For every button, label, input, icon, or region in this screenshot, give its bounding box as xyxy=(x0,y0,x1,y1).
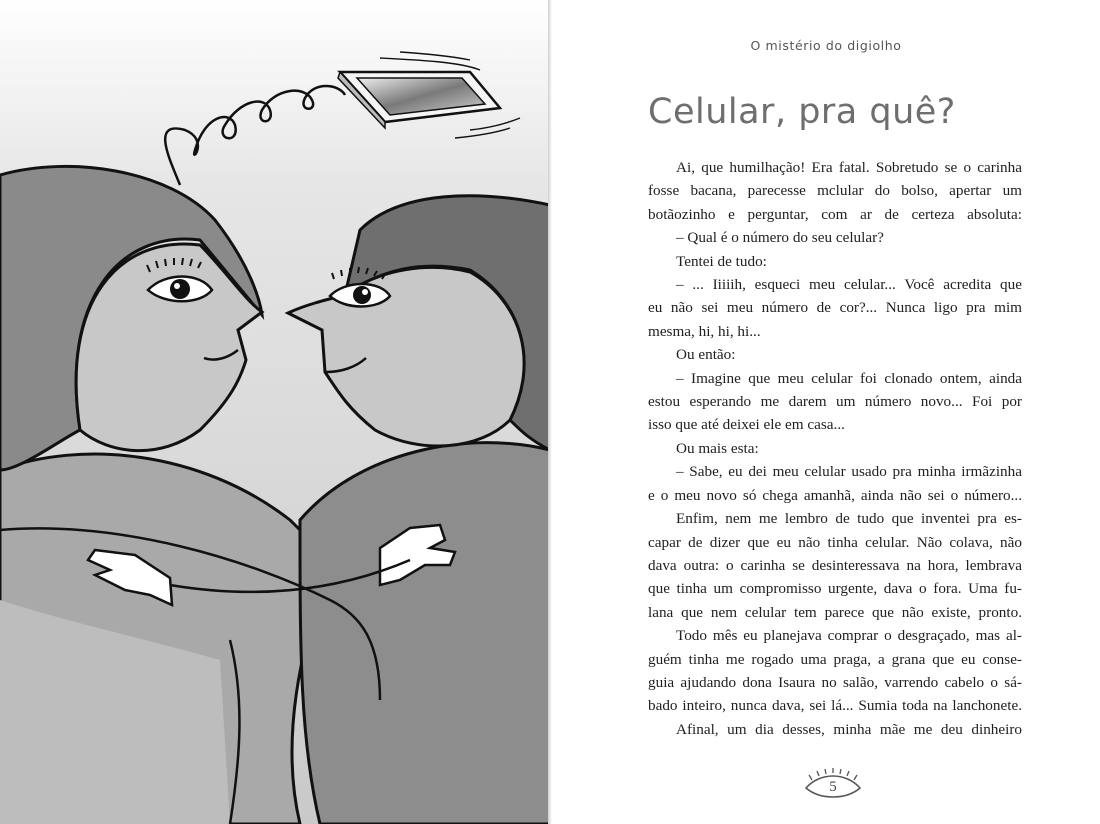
text-line: Enfim, nem me lembro de tudo que inventei pra es- xyxy=(676,510,1022,528)
text-line: Ai, que humilhação! Era fatal. Sobretudo se o carinha xyxy=(676,159,1022,176)
chapter-title: Celular, pra quê? xyxy=(648,92,956,132)
text-line: guia ajudando dona Isaura no salão, varrendo cabelo o sá- xyxy=(648,673,1022,691)
text-line: lana que nem celular tem parece que não existe, pronto. xyxy=(648,603,1022,621)
text-line: capar de dizer que eu não tinha celular. Não colava, não xyxy=(648,533,1022,551)
text-line: guém tinha me rogado uma praga, a grana que eu conse- xyxy=(648,650,1022,668)
text-line: que tinha um compromisso urgente, dava o fora. Uma fu- xyxy=(648,580,1022,598)
chapter-body xyxy=(648,156,1022,741)
right-body xyxy=(300,443,550,824)
text-line: – ... Iiiiih, esqueci meu celular... Você acredita que xyxy=(676,276,1022,294)
text-line: estou esperando me darem um número novo... Foi por xyxy=(648,393,1022,411)
text-line: mesma, hi, hi, hi... xyxy=(648,322,761,340)
text-line: dava outra: o carinha se desinteressava na hora, lembrava xyxy=(648,556,1022,574)
text-line: Ou mais esta: xyxy=(676,439,759,457)
page-number: 5 xyxy=(829,779,837,795)
text-line: – Qual é o número do seu celular? xyxy=(676,229,884,247)
text-line: Todo mês eu planejava comprar o desgraçado, mas al- xyxy=(676,627,1022,645)
text-line: fosse bacana, parecesse mclular do bolso, apertar um xyxy=(648,182,1022,200)
text-line: eu não sei meu número de cor?... Nunca ligo pra mim xyxy=(648,299,1022,317)
text-line: Afinal, um dia desses, minha mãe me deu dinheiro xyxy=(676,720,1022,738)
text-line: – Imagine que meu celular foi clonado ontem, ainda xyxy=(676,369,1022,387)
text-page xyxy=(552,0,1100,824)
page-number-ornament xyxy=(802,766,864,802)
text-line: Ou então: xyxy=(676,346,736,364)
text-line: botãozinho e perguntar, com ar de certeza absoluta: xyxy=(648,205,1022,223)
text-line: isso que até deixei ele em casa... xyxy=(648,416,845,434)
running-header: O mistério do digiolho xyxy=(750,38,902,53)
text-line: Tentei de tudo: xyxy=(676,252,767,270)
text-line: e o meu novo só chega amanhã, ainda não sei o número... xyxy=(648,486,1022,504)
text-line: bado inteiro, nunca dava, sei lá... Sumia toda na lanchonete. xyxy=(648,697,1022,715)
text-line: – Sabe, eu dei meu celular usado pra minha irmãzinha xyxy=(676,463,1022,481)
